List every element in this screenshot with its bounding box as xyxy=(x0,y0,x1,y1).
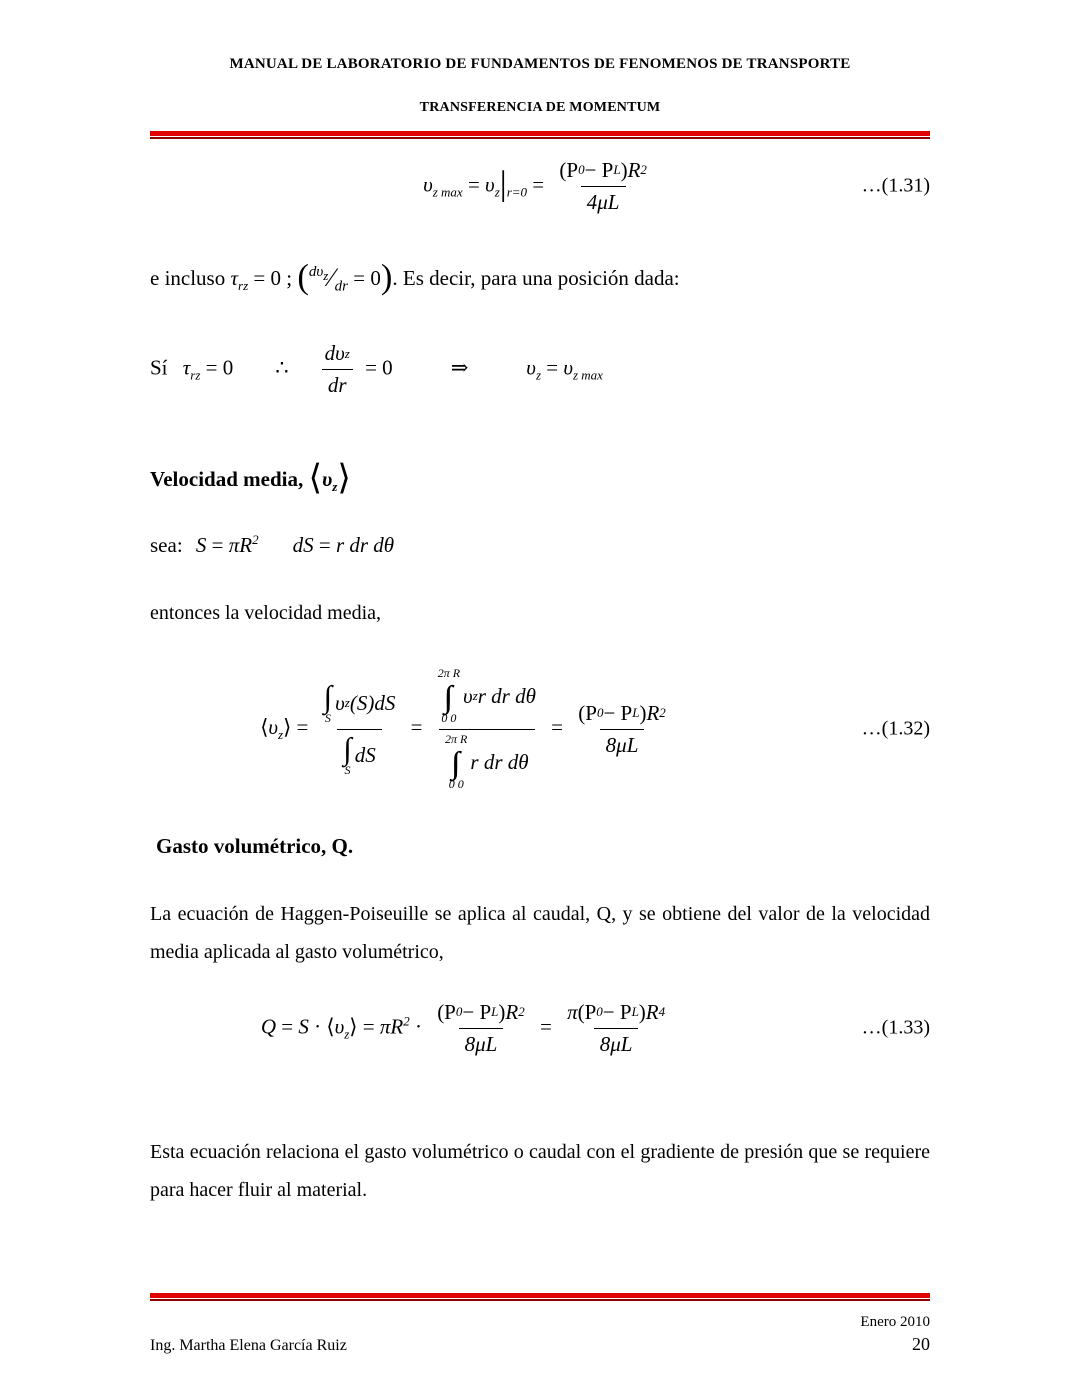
equation-1-33-tag: …(1.33) xyxy=(861,1016,930,1039)
footer-row xyxy=(150,1334,930,1355)
page-header xyxy=(150,56,930,139)
paragraph-haggen-poiseuille: La ecuación de Haggen-Poiseuille se aplica al caudal, Q, y se obtiene del valor de la velocidad media aplicada al gasto volumétrico, xyxy=(150,903,930,964)
section-subtitle: TRANSFERENCIA DE MOMENTUM xyxy=(419,100,661,115)
header-rule-thick xyxy=(150,131,930,136)
page-body xyxy=(150,139,930,1209)
equation-1-32-row xyxy=(150,654,930,804)
equation-1-32: $⟨\upsilon_z⟩$ = ∫ S υ z (S)dS ∫ S dS = 2π R 0 0 υ z r dr dθ 2π R 0 0 r dr dθ = (P 0 − P L ) R 2 8μL xyxy=(260,666,666,791)
footer-date: Enero 2010 xyxy=(860,1314,930,1330)
equation-1-31-tag: …(1.31) xyxy=(861,174,930,197)
page-number: 20 xyxy=(912,1334,930,1354)
footer-rule-thin xyxy=(150,1299,930,1301)
page-footer xyxy=(150,1278,930,1355)
header-rule xyxy=(150,131,930,139)
footer-author: Ing. Martha Elena García Ruiz xyxy=(150,1337,347,1354)
line-entonces: entonces la velocidad media, xyxy=(150,602,382,625)
line-si-condition: Sí $\tau_{rz} = 0$ ∴ dυ z dr = 0 ⇒ $\upsilon_z = \upsilon_{z max}$ xyxy=(150,341,603,398)
paragraph-e-incluso: e incluso $\tau_{rz} = 0$ ; $(^{d\upsilon_z}⁄_{dr} = 0)$. Es decir, para una posición dada: xyxy=(150,258,680,297)
heading-velocidad-media: Velocidad media, $⟨\upsilon_z⟩$ xyxy=(150,459,351,498)
paragraph-conclusion: Esta ecuación relaciona el gasto volumétrico o caudal con el gradiente de presión que se requiere para hacer fluir al material. xyxy=(150,1141,930,1202)
footer-rule-thick xyxy=(150,1293,930,1298)
equation-1-33: $Q = S \cdot ⟨\upsilon_z⟩ = \pi R^2$ · (P 0 − P L ) R 2 8μL = π (P 0 − P L ) R 4 8μL xyxy=(260,999,666,1056)
equation-1-31-row xyxy=(150,149,930,223)
equation-1-31: $\upsilon_{z max} = \upsilon_z|_{r=0}$ = (P 0 − P L ) R 2 4μL xyxy=(423,157,647,214)
manual-title: MANUAL DE LABORATORIO DE FUNDAMENTOS DE FENOMENOS DE TRANSPORTE xyxy=(229,56,851,72)
equation-1-32-tag: …(1.32) xyxy=(861,717,930,740)
equation-1-33-row xyxy=(150,989,930,1067)
line-sea-definitions: sea: $S = \pi R^2$ dS = r dr dθ xyxy=(150,532,395,558)
footer-rule xyxy=(150,1293,930,1301)
heading-gasto-volumetrico: Gasto volumétrico, Q. xyxy=(156,834,354,859)
